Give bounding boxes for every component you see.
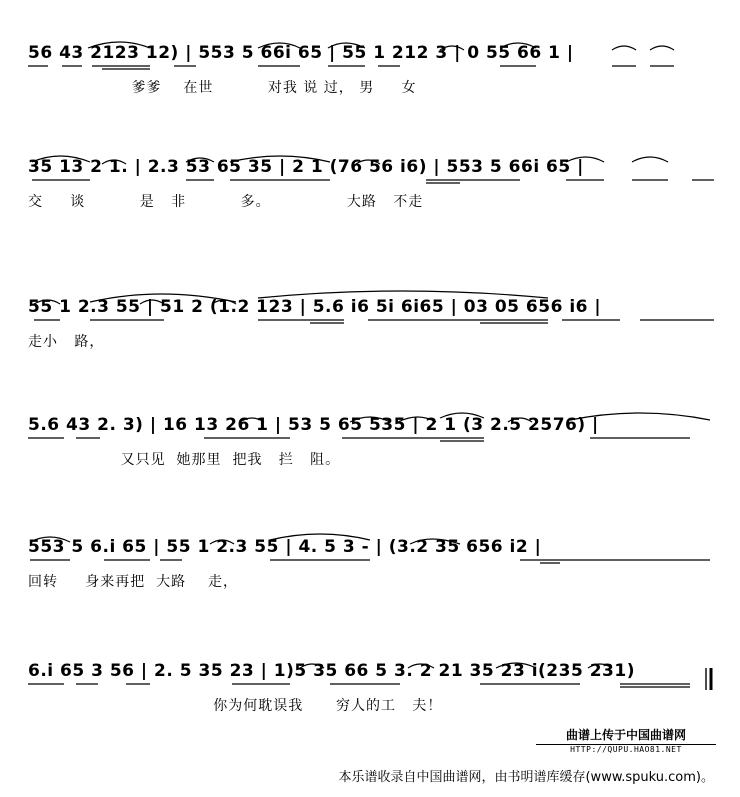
notation-line-5: 553 5 6.i 65 | 55 1 2.3 55 | 4. 5 3 - | (3.2 35 656 i2 | xyxy=(28,537,542,557)
lyric-line-5: 回转 身来再把 大路 走， xyxy=(28,574,238,590)
notation-line-6: 6.i 65 3 56 | 2. 5 35 23 | 1)5 35 66 5 3. 2 21 35 23 i(235 231) xyxy=(28,661,635,681)
lyric-line-6: 你为何耽误我 穷人的工 夫！ xyxy=(28,698,443,714)
footer-note: 本乐谱收录自中国曲谱网，由书明谱库缓存(www.spuku.com)。 xyxy=(338,770,714,785)
score-system-3 xyxy=(0,290,740,400)
credit-url: HTTP://QUPU.HAO81.NET xyxy=(570,745,682,754)
score-system-4 xyxy=(0,408,740,518)
score-system-1 xyxy=(0,36,740,146)
source-credit xyxy=(536,728,716,755)
lyric-line-4: 又只见 她那里 把我 拦 阻。 xyxy=(28,452,341,468)
lyric-line-3: 走小 路， xyxy=(28,334,105,350)
notation-line-1: 56 43 2123 12) | 553 5 66i 65 | 55 1 212 3 | 0 55 66 1 | xyxy=(28,43,574,63)
credit-title: 曲谱上传于中国曲谱网 xyxy=(536,728,716,745)
score-system-5 xyxy=(0,530,740,640)
lyric-line-2: 交 谈 是 非 多。 大路 不走 xyxy=(28,194,424,210)
notation-line-3: 55 1 2.3 55 | 51 2 (1.2 123 | 5.6 i6 5i 6i65 | 03 05 656 i6 | xyxy=(28,297,602,317)
score-system-2 xyxy=(0,150,740,260)
lyric-line-1: 爹爹 在世 对我 说 过， 男 女 xyxy=(28,80,417,96)
notation-line-2: 35 13 2 1. | 2.3 53 65 35 | 2 1 (76 56 i6) | 553 5 66i 65 | xyxy=(28,157,584,177)
notation-line-4: 5.6 43 2. 3) | 16 13 26 1 | 53 5 65 535 | 2 1 (3 2.5 2576) | xyxy=(28,415,599,435)
